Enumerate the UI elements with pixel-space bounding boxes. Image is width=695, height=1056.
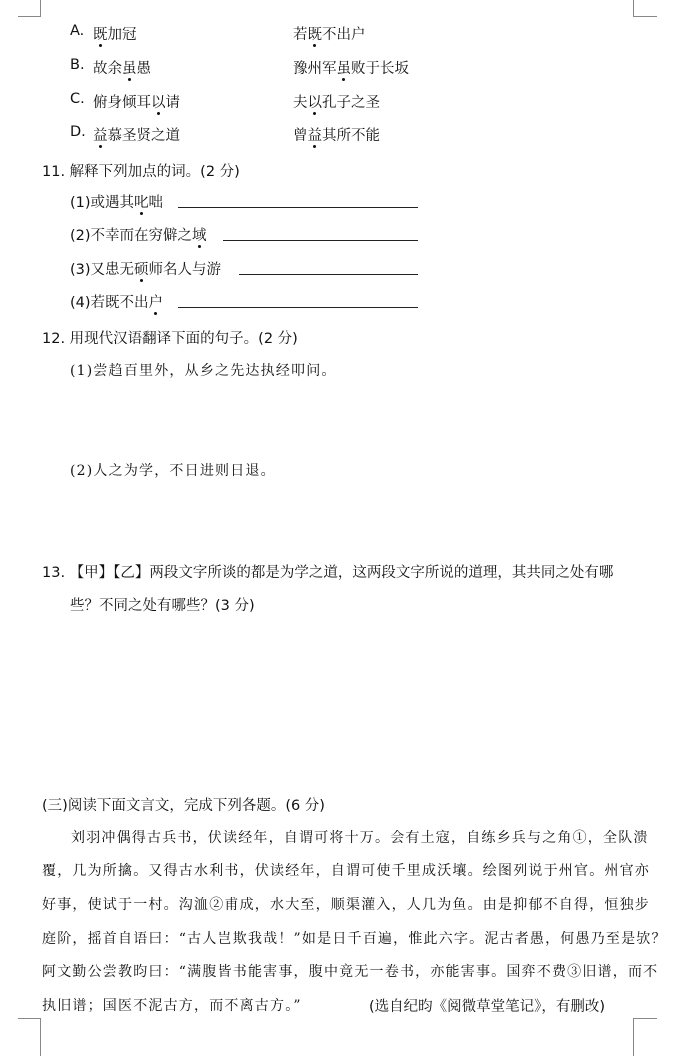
- crop-mark-top-right-v: [633, 0, 634, 16]
- q11-answer-line-4[interactable]: [178, 307, 418, 308]
- crop-mark-bottom-left-h: [18, 1018, 41, 1019]
- crop-mark-top-right-h: [633, 16, 657, 17]
- passage-line: 阿文勤公尝教昀曰：“满腹皆书能害事，腹中竟无一卷书，亦能害事。国弈不费③旧谱，而不: [42, 964, 659, 980]
- q11-title: 11. 解释下列加点的词。(2 分): [42, 164, 240, 180]
- q11-answer-line-1[interactable]: [178, 207, 418, 208]
- q12-sentence-1: (1)尝趋百里外，从乡之先达执经叩问。: [70, 363, 337, 379]
- option-a-letter: A.: [70, 23, 85, 39]
- option-a-left: 既加冠: [93, 27, 137, 43]
- passage-line: 好事，使试于一村。沟洫②甫成，水大至，顺渠灌入，人几为鱼。由是抑郁不自得，恒独步: [42, 897, 650, 913]
- emphasis-char: 以: [151, 95, 166, 111]
- q11-item-3: (3)又患无硕师名人与游: [70, 262, 222, 278]
- option-b-letter: B.: [70, 57, 85, 73]
- q11-item-1: (1)或遇其叱咄: [70, 195, 164, 211]
- emphasis-char: 硕: [134, 262, 149, 278]
- crop-mark-bottom-right-h: [633, 1018, 657, 1019]
- passage-source: (选自纪昀《阅微草堂笔记》，有删改): [369, 999, 606, 1015]
- emphasis-char: 虽: [122, 61, 137, 77]
- q11-answer-line-3[interactable]: [239, 274, 418, 275]
- emphasis-char: 虽: [336, 61, 351, 77]
- crop-mark-top-left-h: [18, 16, 41, 17]
- option-b-left: 故余虽愚: [93, 61, 151, 77]
- q11-item-4: (4)若既不出户: [70, 295, 164, 311]
- emphasis-char: 以: [307, 95, 322, 111]
- emphasis-char: 益: [307, 128, 322, 144]
- emphasis-char: 域: [192, 228, 207, 244]
- option-c-left: 俯身倾耳以请: [93, 95, 180, 111]
- crop-mark-bottom-left-v: [40, 1018, 41, 1056]
- q11-item-2: (2)不幸而在穷僻之域: [70, 228, 207, 244]
- emphasis-char: 户: [148, 295, 164, 311]
- q13-line-1: 13. 【甲】【乙】两段文字所谈的都是为学之道，这两段文字所说的道理，其共同之处有哪: [42, 565, 614, 581]
- option-d-letter: D.: [70, 124, 86, 140]
- emphasis-char: 叱: [134, 195, 149, 211]
- passage-line: 覆，几为所擒。又得古水利书，伏读经年，自谓可使千里成沃壤。绘图列说于州官。州官亦: [42, 863, 650, 879]
- option-c-right: 夫以孔子之圣: [293, 95, 380, 111]
- crop-mark-bottom-right-v: [633, 1018, 634, 1056]
- option-c-letter: C.: [70, 91, 85, 107]
- emphasis-char: 既: [93, 27, 108, 43]
- section3-heading: (三)阅读下面文言文，完成下列各题。(6 分): [42, 798, 325, 814]
- q13-line-2: 些？不同之处有哪些？(3 分): [70, 598, 255, 614]
- passage-line: 庭阶，摇首自语曰：“古人岂欺我哉！”如是日千百遍，惟此六字。泥古者愚，何愚乃至是欤？: [42, 931, 667, 947]
- passage-line: 刘羽冲偶得古兵书，伏读经年，自谓可将十万。会有土寇，自练乡兵与之角①，全队溃: [71, 830, 649, 846]
- passage-line: 执旧谱；国医不泥古方，而不离古方。”: [42, 998, 302, 1014]
- emphasis-char: 既: [307, 27, 322, 43]
- option-d-left: 益慕圣贤之道: [93, 128, 180, 144]
- crop-mark-top-left-v: [40, 0, 41, 16]
- q11-answer-line-2[interactable]: [223, 240, 418, 241]
- q12-title: 12. 用现代汉语翻译下面的句子。(2 分): [42, 331, 298, 347]
- option-a-right: 若既不出户: [293, 27, 366, 43]
- q12-sentence-2: (2)人之为学，不日进则日退。: [70, 463, 276, 479]
- option-d-right: 曾益其所不能: [293, 128, 380, 144]
- option-b-right: 豫州军虽败于长坂: [293, 61, 409, 77]
- emphasis-char: 益: [93, 128, 108, 144]
